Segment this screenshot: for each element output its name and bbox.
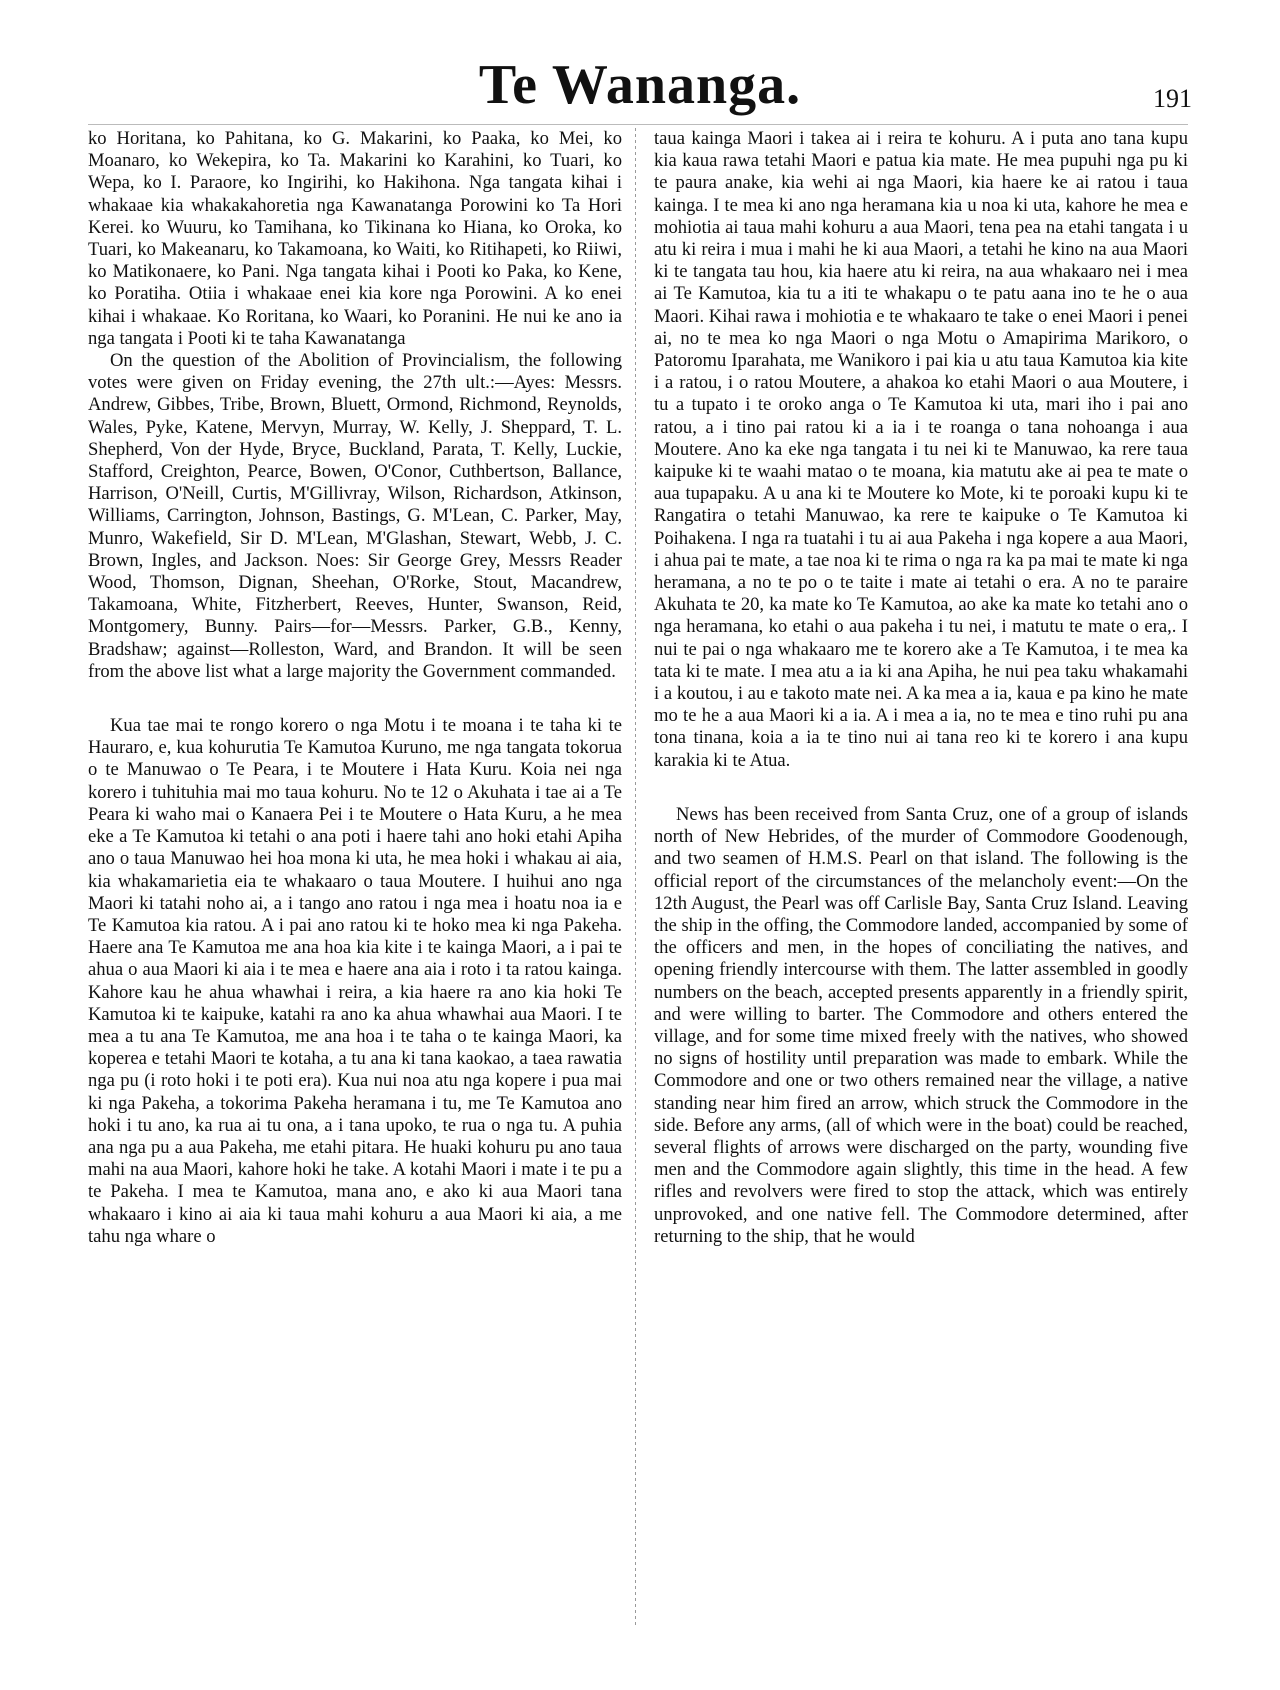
right-column bbox=[654, 128, 1188, 1636]
english-news-paragraph: News has been received from Santa Cruz, one of a group of islands north of New Hebrides, of the murder of Commodore Goodenough, and two seamen of H.M.S. Pearl on that island. The following is the official report of the circumstances of the melancholy event:—On the 12th August, the Pearl was off Carlisle Bay, Santa Cruz Island. Leaving the ship in the offing, the Commodore landed, accompanied by some of the officers and men, in the hopes of conciliating the natives, and opening friendly intercourse with them. The latter assembled in goodly numbers on the beach, accepted presents apparently in a friendly spirit, and were willing to barter. The Commodore and others entered the village, and for some time mixed freely with the natives, who showed no signs of hostility until preparation was made to embark. While the Commodore and one or two others remained near the village, a native standing near him fired an arrow, which struck the Commodore in the side. Before any arms, (all of which were in the boat) could be reached, several flights of arrows were discharged on the party, wounding five men and the Commodore again slightly, this time in the head. A few rifles and revolvers were fired to stop the attack, which was entirely unprovoked, and one native fell. The Commodore determined, after returning to the ship, that he would bbox=[654, 803, 1188, 1247]
english-votes-paragraph: On the question of the Abolition of Provincialism, the following votes were given on Friday evening, the 27th ult.:—Ayes: Messrs. Andrew, Gibbes, Tribe, Brown, Bluett, Ormond, Richmond, Reynolds, Wales, Pyke, Katene, Mervyn, Murray, W. Kelly, J. Sheppard, T. L. Shepherd, Von der Hyde, Bryce, Buckland, Parata, T. Kelly, Luckie, Stafford, Creighton, Pearce, Bowen, O'Conor, Cuthbertson, Ballance, Harrison, O'Neill, Curtis, M'Gillivray, Wilson, Richardson, Atkinson, Williams, Carrington, Johnson, Bastings, G. M'Lean, C. Parker, May, Munro, Wakefield, Sir D. M'Lean, M'Glashan, Stewart, Webb, J. C. Brown, Ingles, and Jackson. Noes: Sir George Grey, Messrs Reader Wood, Thomson, Dignan, Sheehan, O'Rorke, Stout, Macandrew, Takamoana, White, Fitzherbert, Reeves, Hunter, Swanson, Reid, Montgomery, Bunny. Pairs—for—Messrs. Parker, G.B., Kenny, Bradshaw; against—Rolleston, Ward, and Brandon. It will be seen from the above list what a large majority the Government commanded. bbox=[88, 350, 622, 682]
left-column bbox=[88, 128, 622, 1636]
masthead-title: Te Wananga. bbox=[478, 54, 802, 116]
vote-intro-paragraph: ko Horitana, ko Pahitana, ko G. Makarini, ko Paaka, ko Mei, ko Moanaro, ko Wekepira, ko Ta. Makarini ko Karahini, ko Tuari, ko Wepa, ko I. Paraore, ko Ingirihi, ko Hakihona. Nga tangata kihai i whakaae kia whakakahoretia nga Kawanatanga Porowini ko Ta Hori Kerei. ko Wuuru, ko Tamihana, ko Tikinana ko Hiana, ko Oroka, ko Tuari, ko Makeanaru, ko Takamoana, ko Waiti, ko Ritihapeti, ko Riiwi, ko Matikonaere, ko Pani. Nga tangata kihai i Pooti ko Paka, ko Kene, ko Poratiha. Otiia i whakaae enei kia kore nga Porowini. A ko enei kihai i whakaae. Ko Roritana, ko Waari, ko Poranini. He nui ke ano ia nga tangata i Pooti ki te taha Kawanatanga bbox=[88, 128, 622, 349]
page-number: 191 bbox=[1153, 84, 1192, 113]
page-header bbox=[0, 50, 1280, 120]
section-gap bbox=[88, 683, 622, 715]
column-divider bbox=[635, 128, 636, 1628]
header-rule bbox=[88, 124, 1188, 125]
maori-continued-paragraph: taua kainga Maori i takea ai i reira te kohuru. A i puta ano tana kupu kia kaua rawa tetahi Maori e patua kia mate. He mea pupuhi nga pu ki te paura anake, kia wehi ai nga Maori, kia haere ke ai ratou i taua kainga. I te mea ki ano nga heramana kia u noa ki uta, kahore he mea e mohiotia ai taua mahi kohuru a aua Maori, tena pea na etahi tangata i u atu ki reira i mua i mahi he ki aua Maori, a tetahi he kino na aua Maori ki te tangata tau hou, kia haere atu ki reira, na aua whakaaro nei i mea ai Te Kamutoa, kia tu a iti te whakapu o te patu aana ino te he o aua Maori. Kihai rawa i mohiotia e te whakaaro te take o enei Maori i penei ai, no te mea ko nga Maori o nga Motu o Amapirima Marikoro, o Patoromu Iparahata, me Wanikoro i pai kia u atu taua Kamutoa kia kite i a ratou, i o ratou Moutere, a ahakoa ko etahi Maori o aua Moutere, i tu a tupato i te oroko anga o Te Kamutoa ki uta, mari iho i pai ano ratou, a i tino pai ratou ki a ia i te roanga o tana nohoanga i aua Moutere. Ano ka eke nga tangata i tu nei ki te Manuwao, ka rere taua kaipuke ki te waahi matao o te moana, kia matutu ake ai pea te mate o aua tupapaku. A u ana ki te Moutere ko Mote, ki te poroaki kupu ki te Rangatira o tetahi Manuwao, ka rere te kaipuke o Te Kamutoa ki Poihakena. I nga ra tuatahi i tu ai aua Pakeha i nga kopere a aua Maori, i ahua pai te mate, a tae noa ki te rima o nga ra ka pa mai te mate ki nga heramana, a no te po o te taite i mate ai tetahi o era. A no te paraire Akuhata te 20, ka mate ko Te Kamutoa, ao ake ka mate ko tetahi ano o nga heramana, ko etahi o aua pakeha i tu nei, i matutu te mate o era,. I nui te pai o nga whakaaro me te korero ake a Te Kamutoa, i te mea ka tata ki te mate. I mea atu a ia ki ana Apiha, he nui pea taku whakamahi i a koutou, i au e takoto mate nei. A ka mea a ia, kaua e pa kino he mate mo te he a aua Maori ki a ia. A i mea a ia, no te mea e tino ruhi pu ana tona tinana, koia a ia te tino nui ai tana reo ki te korero i ana kupu karakia ki te Atua. bbox=[654, 128, 1188, 771]
section-gap bbox=[654, 772, 1188, 804]
maori-news-paragraph: Kua tae mai te rongo korero o nga Motu i te moana i te taha ki te Hauraro, e, kua kohurutia Te Kamutoa Kuruno, me nga tangata tokorua o te Manuwao o Te Peara, i te Moutere i Hata Kuru. Koia nei nga korero i tuhituhia mai mo taua kohuru. No te 12 o Akuhata i tae ai a Te Peara ki waho mai o Kanaera Pei i te Moutere o Hata Kuru, a he mea eke a Te Kamutoa ki tetahi o ana poti i haere tahi ano hoki etahi Apiha ano o taua Manuwao hei hoa mona ki uta, he mea hoki i whakau ai aia, kia whakamarietia eia te whakaaro o taua Moutere. I huihui ano nga Maori ki tatahi noho ai, a i tango ano ratou i nga mea i hoatu noa ia e Te Kamutoa kia ratou. A i pai ano ratou ki te hoko mea ki nga Pakeha. Haere ana Te Kamutoa me ana hoa kia kite i te kainga Maori, a i pai te ahua o aua Maori ki aia i te mea e haere ana aia i roto i ta ratou kainga. Kahore kau he ahua whawhai i reira, a kia haere ra ano kia hoki Te Kamutoa ki te kaipuke, katahi ra ano ka ahua whawhai aua Maori. I te mea a tu ana Te Kamutoa, me ana hoa i te taha o te kainga Maori, ka koperea e tetahi Maori te kotaha, a tu ana ki tana kaokao, a taea rawatia nga pu (i roto hoki i te poti era). Kua nui noa atu nga kopere i pua mai ki nga Pakeha, a tokorima Pakeha heramana i tu, me Te Kamutoa ano hoki i tu ano, ka rua ai tu ona, a i tana upoko, te rua o nga tu. A puhia ana nga pu a aua Pakeha, me etahi pitara. He huaki kohuru pu ano taua mahi na aua Maori, kahore hoki he take. A kotahi Maori i mate i te pu a te Pakeha. I mea te Kamutoa, mana ano, e ako ki aua Maori tana whakaaro i kino ai aia ki taua mahi kohuru a aua Maori ki aia, a me tahu nga whare o bbox=[88, 715, 622, 1247]
